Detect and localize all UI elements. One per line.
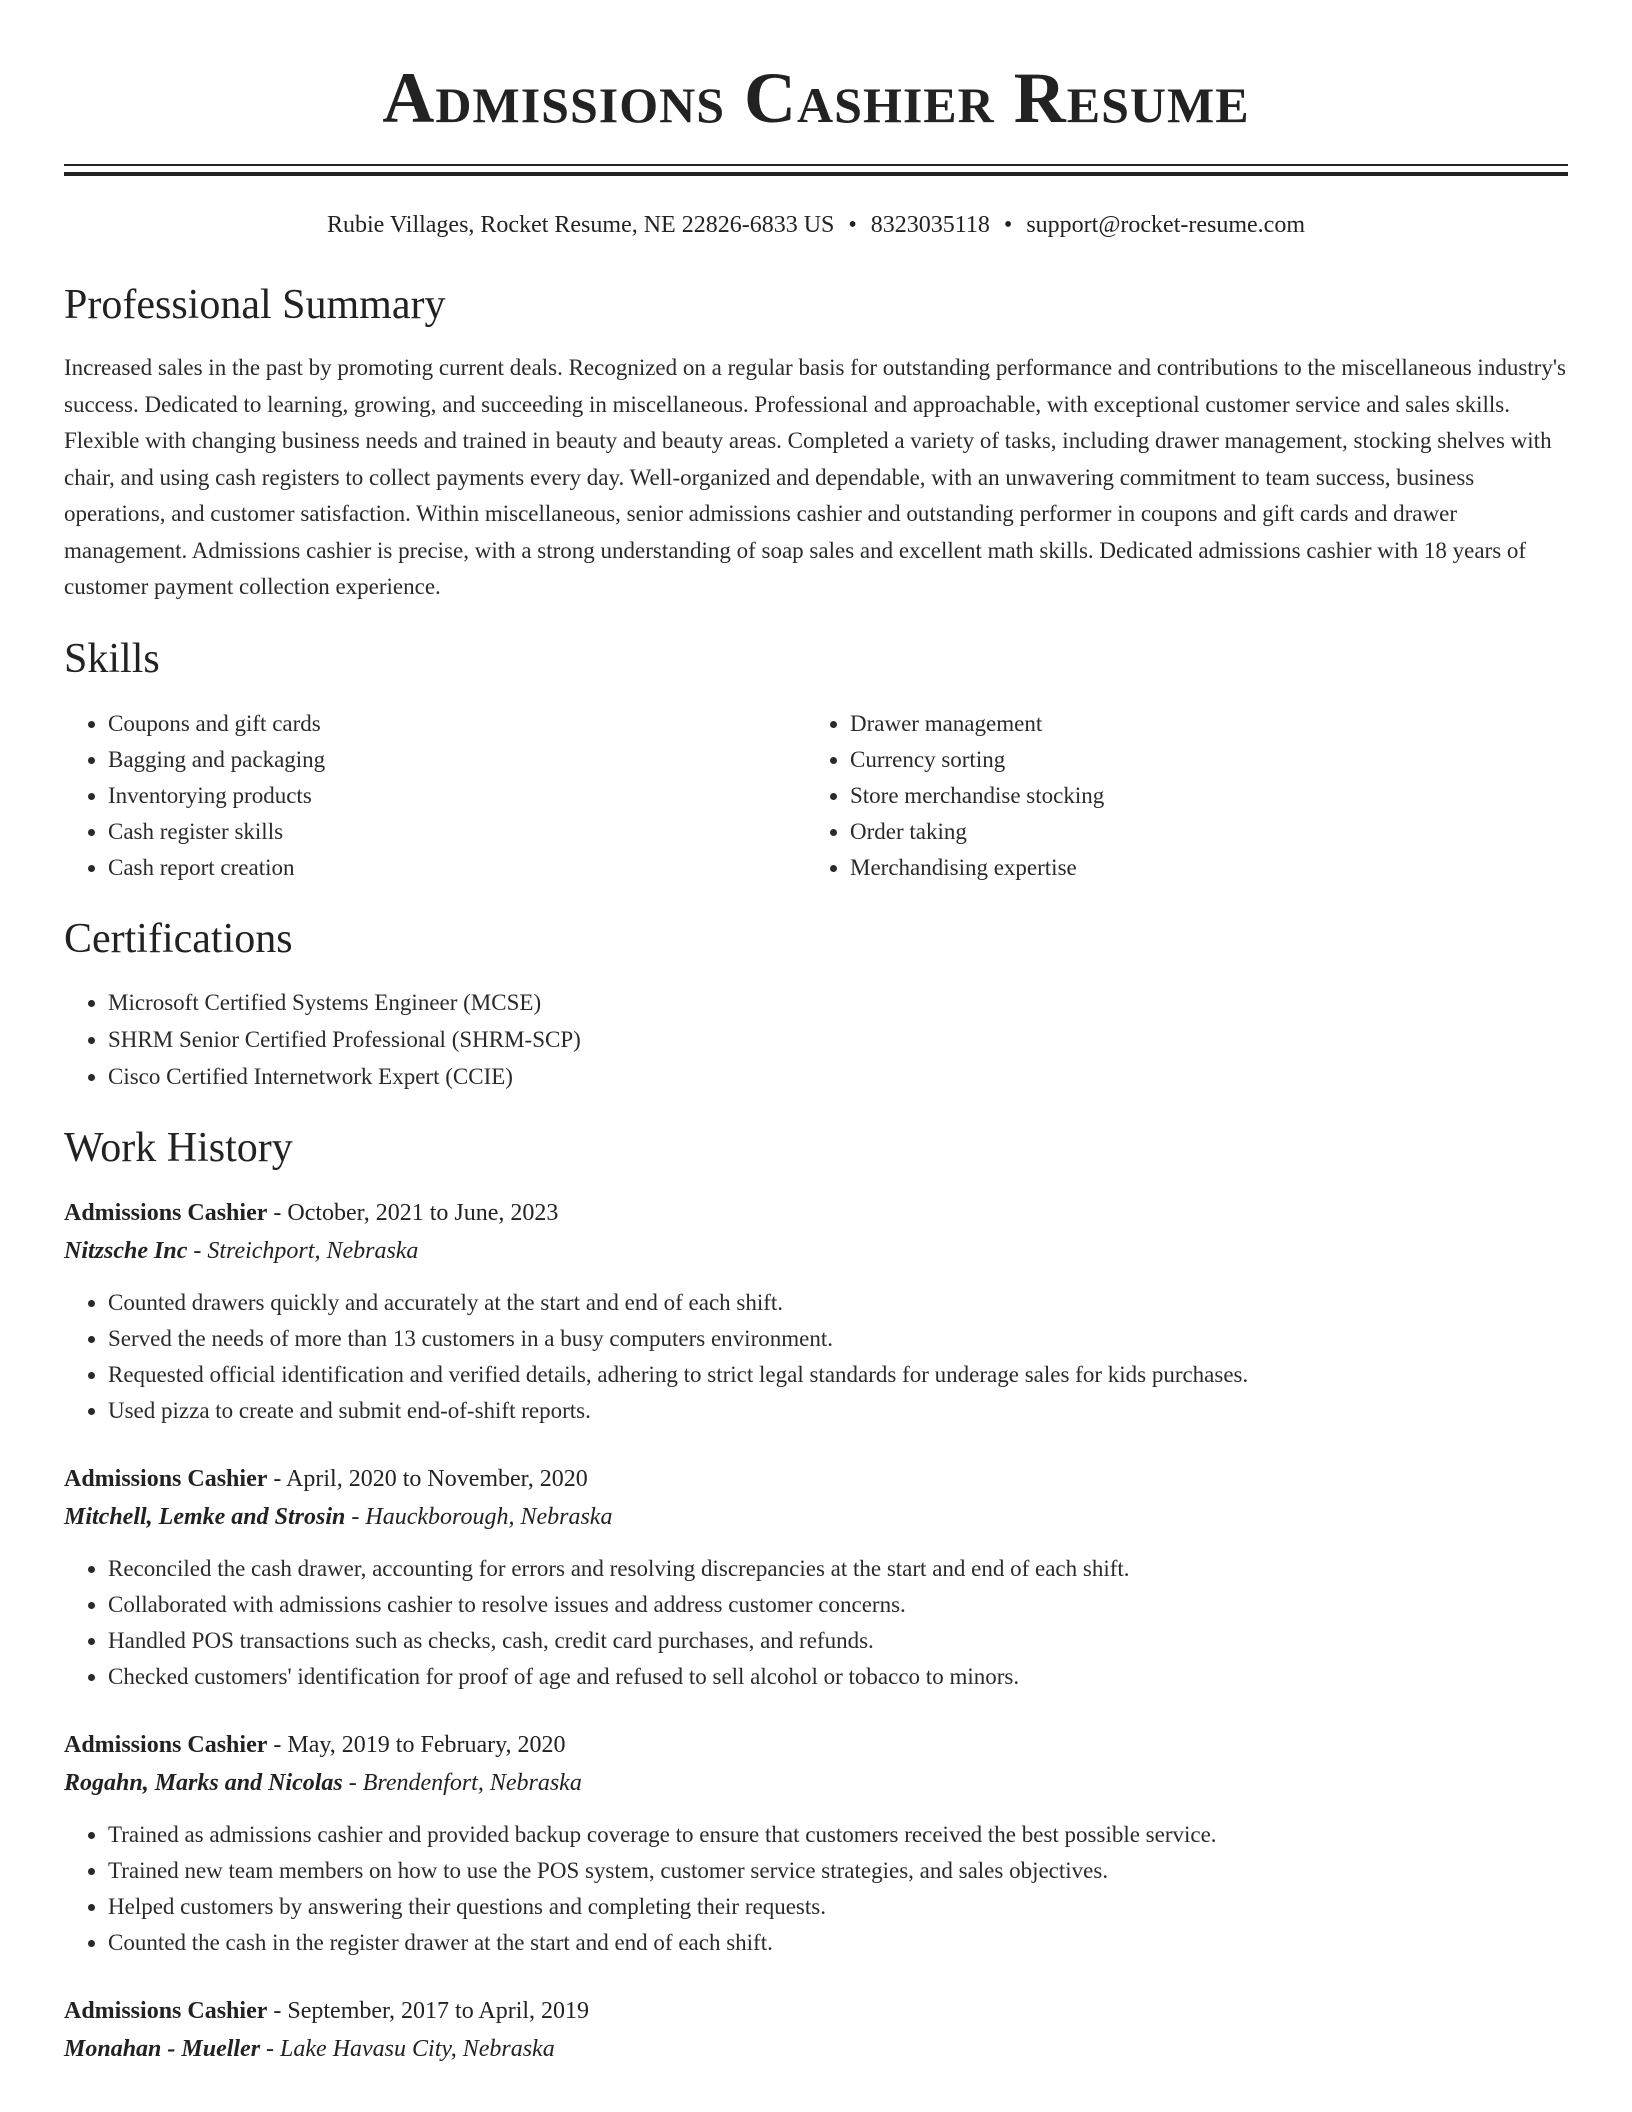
skill-item: • Inventorying products [108,778,806,814]
job-dates: May, 2019 to February, 2020 [287,1731,566,1758]
skill-item: • Bagging and packaging [108,742,806,778]
skill-item: • Drawer management [850,706,1548,742]
duty-item: • Requested official identification and verified details, adhering to strict legal standards for underage sales for kids purchases. [108,1357,1568,1393]
skill-item: • Coupons and gift cards [108,706,806,742]
duty-item: • Reconciled the cash drawer, accounting for errors and resolving discrepancies at the start and end of each shift. [108,1551,1568,1587]
summary-heading: Professional Summary [64,282,446,328]
contact-line [64,210,1568,240]
contact-separator: • [848,212,857,238]
contact-email[interactable]: support@rocket-resume.com [1026,212,1305,238]
job-dates: October, 2021 to June, 2023 [287,1199,559,1226]
duty-item: • Helped customers by answering their questions and completing their requests. [108,1889,1568,1925]
job-location: Brendenfort, Nebraska [362,1769,582,1796]
duty-item: • Counted drawers quickly and accurately at the start and end of each shift. [108,1285,1568,1321]
certifications-heading: Certifications [64,915,293,962]
job-company: Rogahn, Marks and Nicolas [64,1769,343,1796]
duty-item: • Collaborated with admissions cashier to resolve issues and address customer concerns. [108,1587,1568,1623]
job-company-line: Nitzsche Inc - Streichport, Nebraska [64,1237,419,1264]
job-duties [64,1285,1568,1429]
job-company: Monahan - Mueller [64,2035,261,2062]
job-location: Hauckborough, Nebraska [365,1503,613,1530]
certification-item: • SHRM Senior Certified Professional (SHRM-SCP) [108,1021,1568,1058]
contact-address: Rubie Villages, Rocket Resume, NE 22826-6833 US [326,212,835,238]
duty-item: • Counted the cash in the register drawer at the start and end of each shift. [108,1925,1568,1961]
skill-item: • Order taking [850,814,1548,850]
job-company-line: Monahan - Mueller - Lake Havasu City, Nebraska [64,2035,555,2062]
job-location: Streichport, Nebraska [207,1237,419,1264]
job-dates: September, 2017 to April, 2019 [287,1997,590,2024]
job-role: Admissions Cashier [64,1465,268,1492]
job-dates: April, 2020 to November, 2020 [286,1465,588,1492]
skills-list [64,706,1568,886]
skill-item: • Store merchandise stocking [850,778,1548,814]
skill-item: • Merchandising expertise [850,850,1548,886]
job-title-line: Admissions Cashier - September, 2017 to April, 2019 [64,1997,590,2024]
skills-heading: Skills [64,635,160,682]
job-role: Admissions Cashier [64,1199,268,1226]
title-divider-thick [64,172,1568,176]
job-entry [64,1727,1568,1961]
job-location: Lake Havasu City, Nebraska [280,2035,555,2062]
job-title-line: Admissions Cashier - April, 2020 to November, 2020 [64,1465,588,1492]
duty-item: • Used pizza to create and submit end-of-shift reports. [108,1393,1568,1429]
job-role: Admissions Cashier [64,1997,268,2024]
duty-item: • Trained as admissions cashier and provided backup coverage to ensure that customers received the best possible service. [108,1817,1568,1853]
duty-item: • Trained new team members on how to use the POS system, customer service strategies, and sales objectives. [108,1853,1568,1889]
resume-title: Admissions Cashier Resume [382,58,1250,138]
job-title-line: Admissions Cashier - October, 2021 to June, 2023 [64,1199,559,1226]
certification-item: • Microsoft Certified Systems Engineer (MCSE) [108,984,1568,1021]
job-duties [64,1551,1568,1695]
job-company: Nitzsche Inc [64,1237,188,1264]
skill-item: • Cash report creation [108,850,806,886]
duty-item: • Handled POS transactions such as checks, cash, credit card purchases, and refunds. [108,1623,1568,1659]
job-role: Admissions Cashier [64,1731,268,1758]
certifications-list [64,984,1568,1095]
job-entry [64,1993,1568,2069]
duty-item: • Served the needs of more than 13 customers in a busy computers environment. [108,1321,1568,1357]
certification-item: • Cisco Certified Internetwork Expert (CCIE) [108,1058,1568,1095]
summary-text: Increased sales in the past by promoting current deals. Recognized on a regular basis for outstanding performance and contributions to the miscellaneous industry's success. Dedicated to learning, growing, and succeeding in miscellaneous. Professional and approachable, with exceptional customer service and sales skills. Flexible with changing business needs and trained in beauty and beauty areas. Completed a variety of tasks, including drawer management, stocking shelves with chair, and using cash registers to collect payments every day. Well-organized and dependable, with an unwavering commitment to team success, business operations, and customer satisfaction. Within miscellaneous, senior admissions cashier and outstanding performer in coupons and gift cards and drawer management. Admissions cashier is precise, with a strong understanding of soap sales and excellent math skills. Dedicated admissions cashier with 18 years of customer payment collection experience. [64,355,1566,599]
job-entry [64,1461,1568,1695]
job-title-line: Admissions Cashier - May, 2019 to February, 2020 [64,1731,566,1758]
duty-item: • Checked customers' identification for proof of age and refused to sell alcohol or tobacco to minors. [108,1659,1568,1695]
resume-page [64,0,1568,2069]
skills-column-right [806,706,1548,886]
job-company-line: Rogahn, Marks and Nicolas - Brendenfort, Nebraska [64,1769,582,1796]
contact-separator: • [1003,212,1013,238]
job-company-line: Mitchell, Lemke and Strosin - Hauckborough, Nebraska [64,1503,613,1530]
skill-item: • Currency sorting [850,742,1548,778]
job-company: Mitchell, Lemke and Strosin [64,1503,346,1530]
skills-column-left [64,706,806,886]
contact-phone: 8323035118 [870,212,990,238]
skill-item: • Cash register skills [108,814,806,850]
job-entry [64,1195,1568,1429]
job-duties [64,1817,1568,1961]
work-history-heading: Work History [64,1124,293,1171]
title-divider-thin [64,164,1568,166]
